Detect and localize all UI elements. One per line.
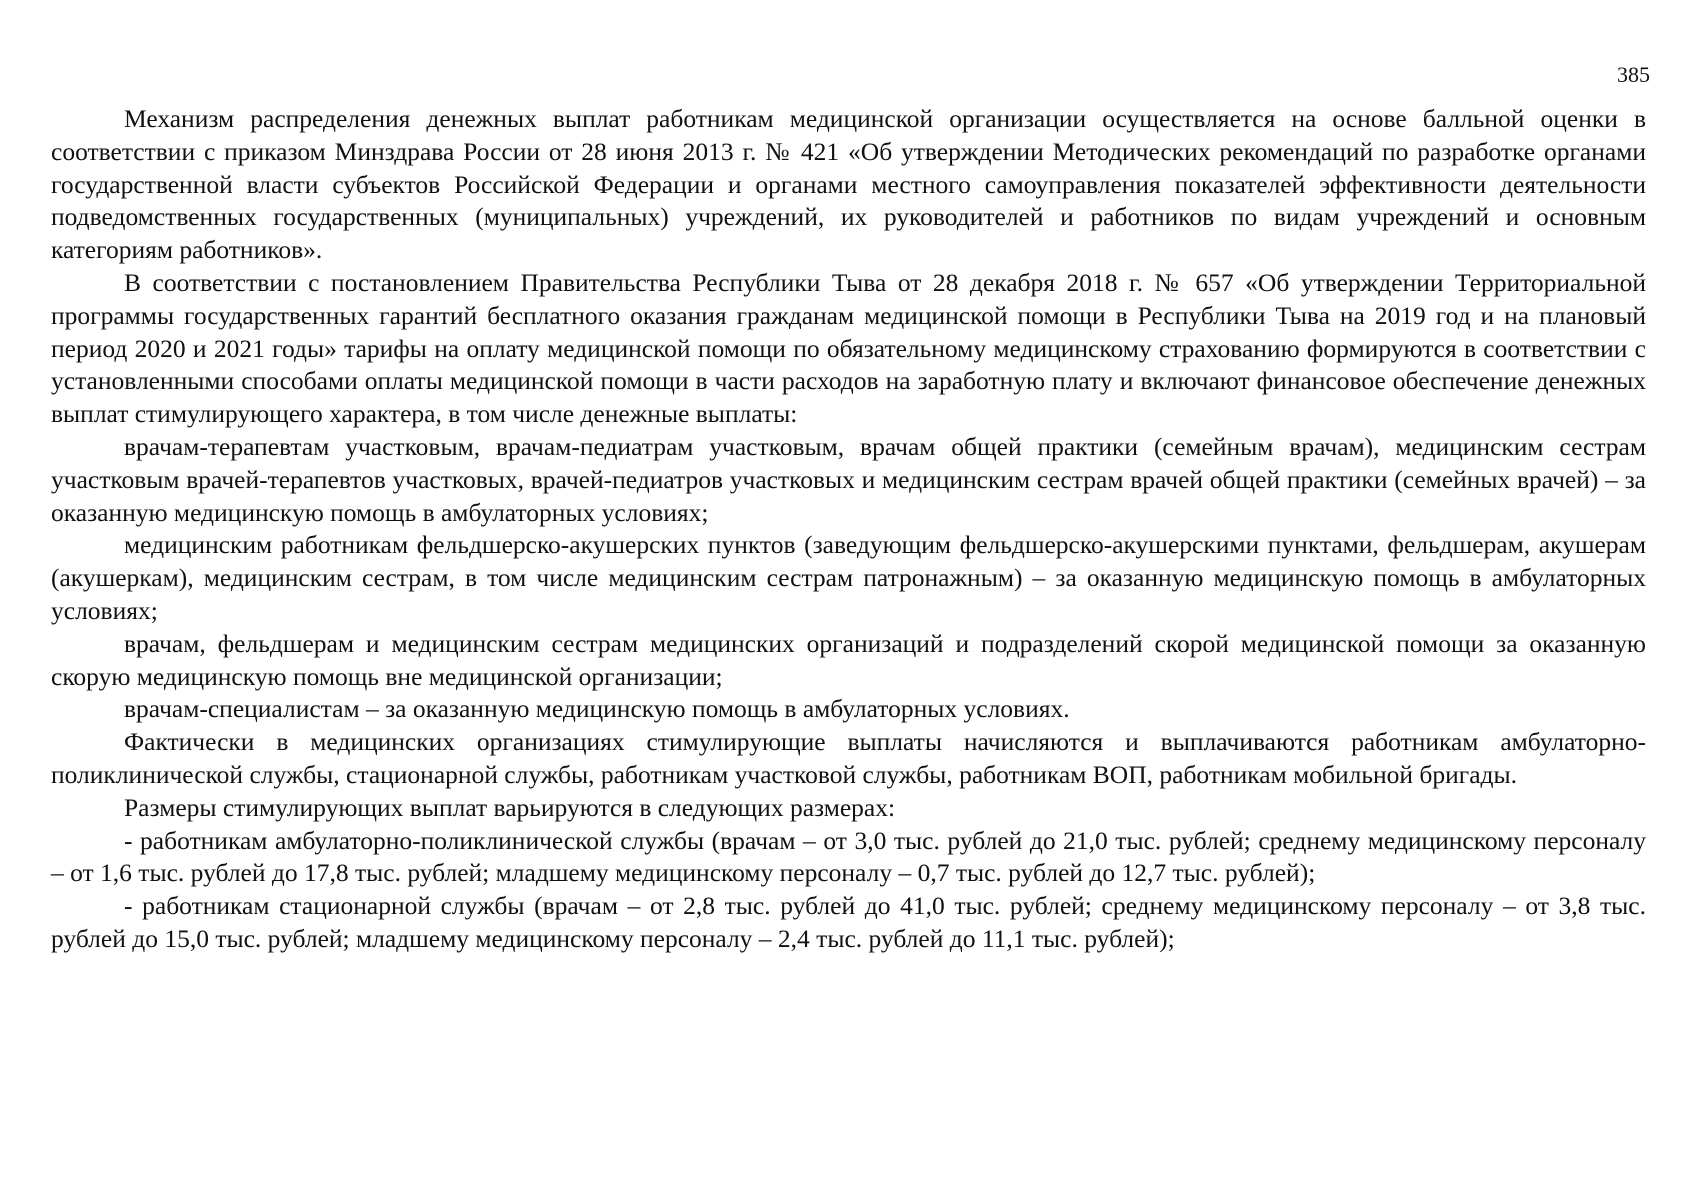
document-body xyxy=(51,103,1646,956)
paragraph-district-doctors: врачам-терапевтам участковым, врачам-педиатрам участковым, врачам общей практики (семейным врачам), медицинским сестрам участковым врачей-терапевтов участковых, врачей-педиатров участковых и медицинским сестрам врачей общей практики (семейных врачей) – за оказанную медицинскую помощь в амбулаторных условиях; xyxy=(51,431,1646,527)
paragraph-specialists: врачам-специалистам – за оказанную медицинскую помощь в амбулаторных условиях. xyxy=(124,694,1070,724)
paragraph-outpatient-service: - работникам амбулаторно-поликлинической службы (врачам – от 3,0 тыс. рублей до 21,0 тыс. рублей; среднему медицинскому персоналу – от 1,6 тыс. рублей до 17,8 тыс. рублей; младшему медицинскому персоналу – 0,7 тыс. рублей до 12,7 тыс. рублей); xyxy=(51,825,1646,888)
paragraph-inpatient-service: - работникам стационарной службы (врачам – от 2,8 тыс. рублей до 41,0 тыс. рублей; среднему медицинскому персоналу – от 3,8 тыс. рублей до 15,0 тыс. рублей; младшему медицинскому персоналу – 2,4 тыс. рублей до 11,1 тыс. рублей); xyxy=(51,891,1646,953)
paragraph-feldsher-stations: медицинским работникам фельдшерско-акушерских пунктов (заведующим фельдшерско-акушерскими пунктами, фельдшерам, акушерам (акушеркам), медицинским сестрам, в том числе медицинским сестрам патронажным) – за оказанную медицинскую помощь в амбулаторных условиях; xyxy=(51,530,1646,625)
page-number: 385 xyxy=(1617,62,1650,87)
paragraph-emergency-care: врачам, фельдшерам и медицинским сестрам медицинских организаций и подразделений скорой медицинской помощи за оказанную скорую медицинскую помощь вне медицинской организации; xyxy=(51,628,1646,691)
paragraph-actual-payments: Фактически в медицинских организациях стимулирующие выплаты начисляются и выплачиваются работникам амбулаторно-поликлинической службы, стационарной службы, работникам участковой службы, работникам ВОП, работникам мобильной бригады. xyxy=(51,727,1646,789)
paragraph-government-resolution: В соответствии с постановлением Правительства Республики Тыва от 28 декабря 2018 г. № 657 «Об утверждении Территориальной программы государственных гарантий бесплатного оказания гражданам медицинской помощи в Республики Тыва на 2019 год и на плановый период 2020 и 2021 годы» тарифы на оплату медицинской помощи по обязательному медицинскому страхованию формируются в соответствии с установленными способами оплаты медицинской помощи в части расходов на заработную плату и включают финансовое обеспечение денежных выплат стимулирующего характера, в том числе денежные выплаты: xyxy=(51,267,1646,429)
paragraph-payment-sizes: Размеры стимулирующих выплат варьируются в следующих размерах: xyxy=(124,792,896,822)
paragraph-payment-mechanism: Механизм распределения денежных выплат работникам медицинской организации осуществляется на основе балльной оценки в соответствии с приказом Минздрава России от 28 июня 2013 г. № 421 «Об утверждении Методических рекомендаций по разработке органами государственной власти субъектов Российской Федерации и органами местного самоуправления показателей эффективности деятельности подведомственных государственных (муниципальных) учреждений, их руководителей и работников по видам учреждений и основным категориям работников». xyxy=(51,104,1646,265)
